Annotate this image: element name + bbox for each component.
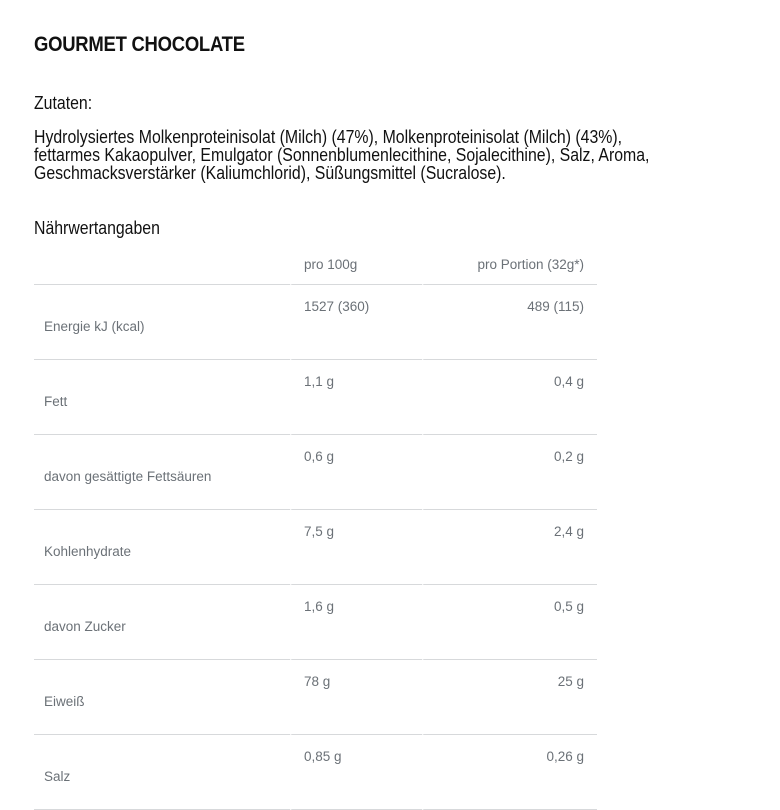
table-row [34,660,597,735]
product-title: GOURMET CHOCOLATE [34,33,245,56]
value-per-100g: 78 g [290,660,422,735]
header-nutrient [34,245,290,285]
nutrition-title: Nährwertangaben [34,218,160,238]
ingredients-text: Hydrolysiertes Molkenproteinisolat (Milch) (47%), Molkenproteinisolat (Milch) (43%), fettarmes Kakaopulver, Emulgator (Sonnenblumenlecithine, Sojalecithine), Salz, Aroma, Geschmacksverstärker (Kaliumchlorid), Süßungsmittel (Sucralose). [34,127,650,183]
value-per-portion: 0,2 g [422,435,597,510]
value-per-100g: 0,85 g [290,735,422,810]
value-per-portion: 0,26 g [422,735,597,810]
value-per-portion: 0,5 g [422,585,597,660]
table-row [34,285,597,360]
nutrient-name: Eiweiß [34,660,290,735]
nutrient-name: davon Zucker [34,585,290,660]
table-row [34,585,597,660]
header-per-100g: pro 100g [290,245,422,285]
value-per-100g: 1,1 g [290,360,422,435]
value-per-100g: 7,5 g [290,510,422,585]
table-row [34,360,597,435]
nutrient-name: Energie kJ (kcal) [34,285,290,360]
value-per-portion: 0,4 g [422,360,597,435]
nutrition-header-row [34,245,597,285]
nutrient-name: Kohlenhydrate [34,510,290,585]
value-per-100g: 1527 (360) [290,285,422,360]
value-per-portion: 489 (115) [422,285,597,360]
value-per-portion: 2,4 g [422,510,597,585]
ingredients-label: Zutaten: [34,93,93,113]
table-row [34,735,597,810]
header-per-portion: pro Portion (32g*) [422,245,597,285]
nutrition-table [34,245,597,810]
nutrient-name: Salz [34,735,290,810]
value-per-100g: 1,6 g [290,585,422,660]
table-row [34,435,597,510]
value-per-100g: 0,6 g [290,435,422,510]
nutrient-name: Fett [34,360,290,435]
table-row [34,510,597,585]
nutrient-name: davon gesättigte Fettsäuren [34,435,290,510]
value-per-portion: 25 g [422,660,597,735]
